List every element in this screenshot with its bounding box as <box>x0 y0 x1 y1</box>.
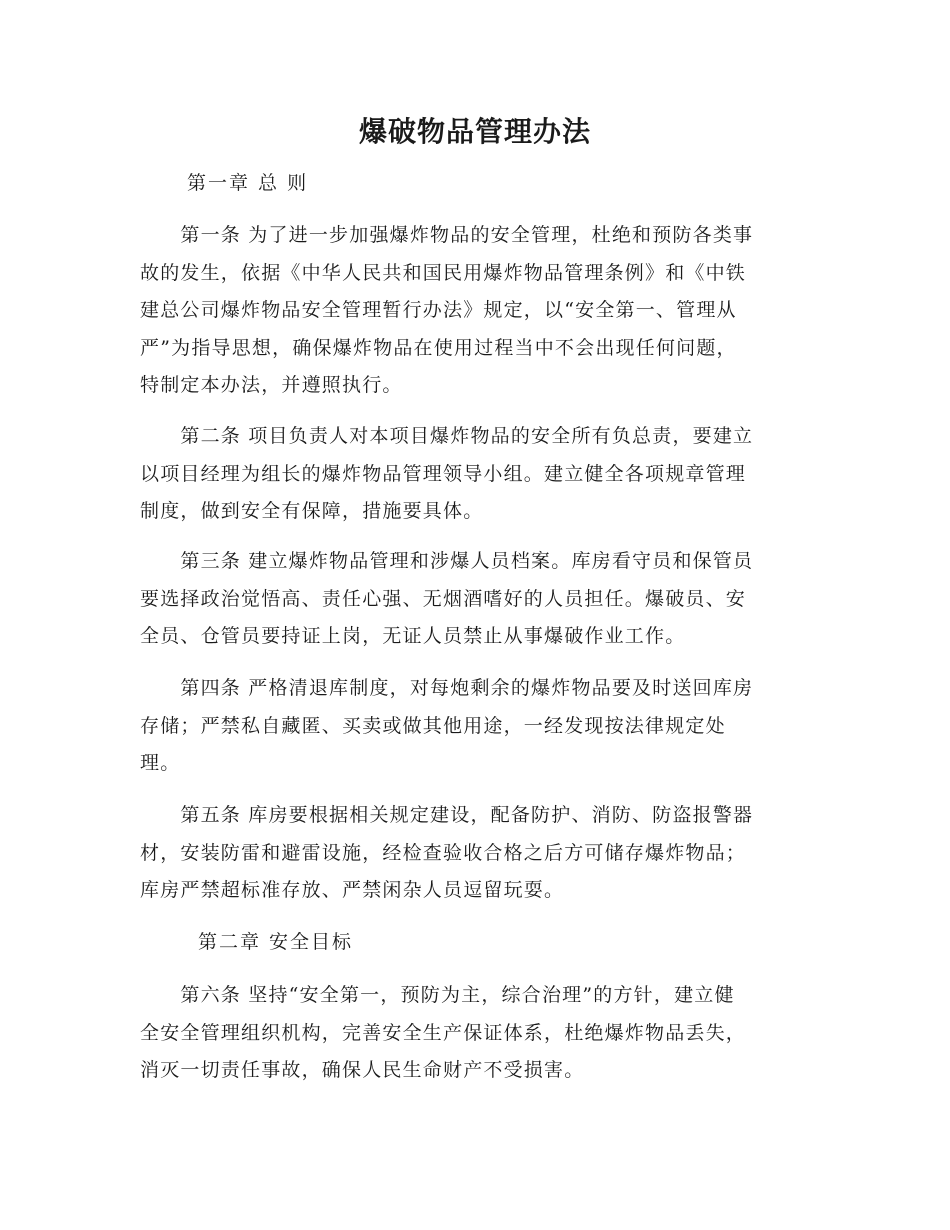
paragraph-line: 全安全管理组织机构，完善安全生产保证体系，杜绝爆炸物品丢失， <box>140 1021 747 1044</box>
article-paragraph <box>140 418 810 531</box>
paragraph-line: 第三条 建立爆炸物品管理和涉爆人员档案。库房看守员和保管员 <box>140 550 754 572</box>
paragraph-line: 存储；严禁私自藏匿、买卖或做其他用途，一经发现按法律规定处 <box>140 714 726 737</box>
article-paragraph <box>140 670 810 783</box>
paragraph-line: 材，安装防雷和避雷设施，经检查验收合格之后方可储存爆炸物品； <box>140 841 747 864</box>
article-paragraph <box>140 543 810 656</box>
paragraph-line: 第六条 坚持“安全第一，预防为主，综合治理”的方针，建立健 <box>140 984 735 1006</box>
chapter-heading: 第一章 总 则 <box>187 172 309 194</box>
article-paragraph <box>140 797 810 910</box>
article-paragraph <box>140 977 810 1090</box>
paragraph-line: 严”为指导思想，确保爆炸物品在使用过程当中不会出现任何问题， <box>140 336 737 359</box>
paragraph-line: 第五条 库房要根据相关规定建设，配备防护、消防、防盗报警器 <box>140 804 754 826</box>
paragraph-line: 库房严禁超标准存放、严禁闲杂人员逗留玩耍。 <box>140 879 565 901</box>
paragraph-line: 全员、仓管员要持证上岗，无证人员禁止从事爆破作业工作。 <box>140 625 686 647</box>
article-paragraph <box>140 217 810 405</box>
chapter-heading: 第二章 安全目标 <box>198 931 354 953</box>
document-title: 爆破物品管理办法 <box>358 115 591 148</box>
paragraph-line: 特制定本办法，并遵照执行。 <box>140 374 403 396</box>
paragraph-line: 第四条 严格清退库制度，对每炮剩余的爆炸物品要及时送回库房 <box>140 677 754 699</box>
paragraph-line: 第一条 为了进一步加强爆炸物品的安全管理，杜绝和预防各类事 <box>140 224 754 246</box>
paragraph-line: 以项目经理为组长的爆炸物品管理领导小组。建立健全各项规章管理 <box>140 462 747 485</box>
paragraph-line: 建总公司爆炸物品安全管理暂行办法》规定，以“安全第一、管理从 <box>140 299 737 321</box>
paragraph-line: 消灭一切责任事故，确保人民生命财产不受损害。 <box>140 1059 585 1081</box>
paragraph-line: 要选择政治觉悟高、责任心强、无烟酒嗜好的人员担任。爆破员、安 <box>140 587 747 610</box>
paragraph-line: 制度，做到安全有保障，措施要具体。 <box>140 500 484 522</box>
paragraph-line: 理。 <box>140 752 181 774</box>
paragraph-line: 第二条 项目负责人对本项目爆炸物品的安全所有负总责，要建立 <box>140 425 754 447</box>
paragraph-line: 故的发生，依据《中华人民共和国民用爆炸物品管理条例》和《中铁 <box>140 261 747 284</box>
